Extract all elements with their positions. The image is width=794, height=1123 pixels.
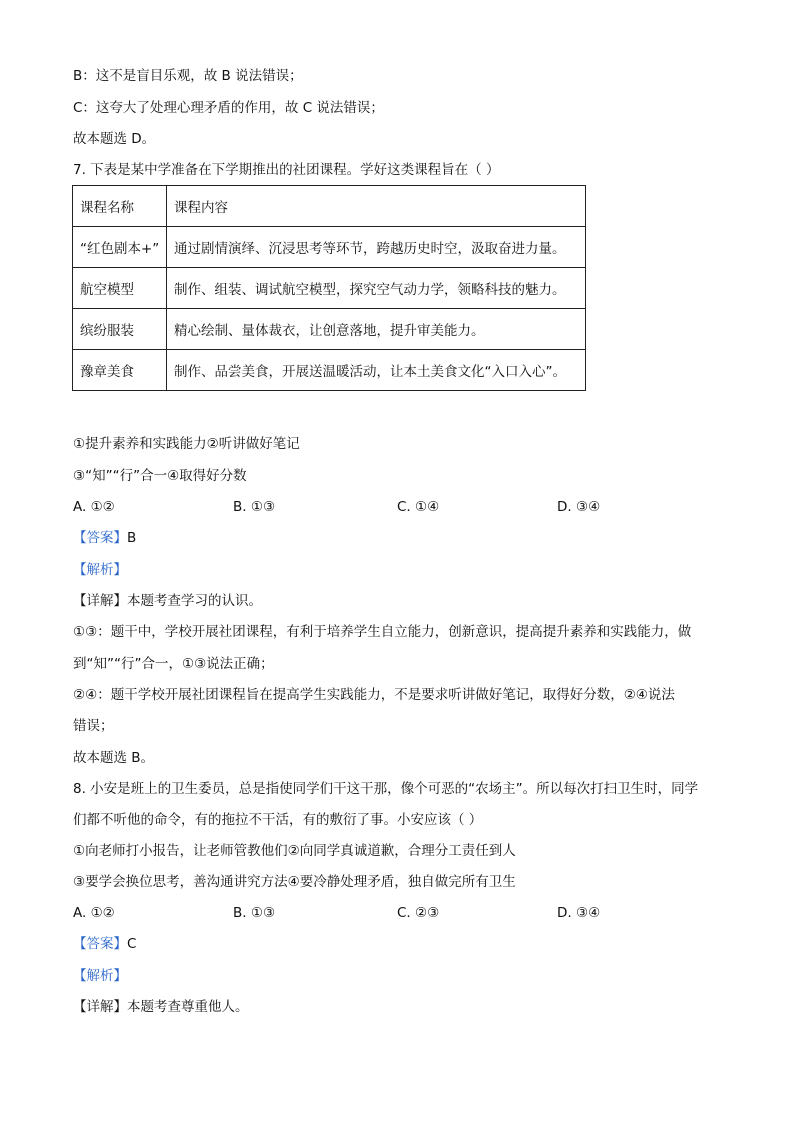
table-row — [73, 350, 586, 391]
q8-stem-1: 8. 小安是班上的卫生委员，总是指使同学们干这干那，像个可恶的“农场主”。所以每次打扫卫生时，同学 — [73, 781, 699, 797]
table-cell-content: 制作、品尝美食，开展送温暖活动，让本土美食文化“入口入心”。 — [167, 350, 586, 391]
analysis-tag: 【解析】 — [73, 562, 127, 578]
table-cell-content: 通过剧情演绎、沉浸思考等环节，跨越历史时空，汲取奋进力量。 — [167, 227, 586, 268]
table-cell-name: 缤纷服装 — [73, 309, 167, 350]
table-header-row — [73, 186, 586, 227]
table-row — [73, 309, 586, 350]
table-header-content: 课程内容 — [167, 186, 586, 227]
q8-analysis-tag — [73, 966, 127, 986]
q8-option-d: D. ③④ — [557, 905, 601, 921]
detail-text: 本题考查学习的认识。 — [127, 593, 262, 609]
detail-tag: 【详解】 — [73, 999, 127, 1015]
q7-explain-2a: ②④：题干学校开展社团课程旨在提高学生实践能力，不是要求听讲做好笔记，取得好分数，②④说法 — [73, 687, 675, 703]
answer-value: C — [127, 936, 137, 952]
q7-analysis-tag — [73, 560, 127, 580]
q7-detail — [73, 591, 262, 611]
q8-statements-2: ③要学会换位思考，善沟通讲究方法④要冷静处理矛盾，独自做完所有卫生 — [73, 874, 516, 890]
q7-explain-2b: 错误； — [73, 718, 114, 734]
table-cell-name: “红色剧本+” — [73, 227, 167, 268]
table-header-name: 课程名称 — [73, 186, 167, 227]
table-cell-content: 制作、组装、调试航空模型，探究空气动力学，领略科技的魅力。 — [167, 268, 586, 309]
prev-conclusion: 故本题选 D。 — [73, 131, 156, 147]
q7-conclusion: 故本题选 B。 — [73, 750, 155, 766]
detail-tag: 【详解】 — [73, 593, 127, 609]
q8-option-b: B. ①③ — [233, 905, 276, 921]
q7-answer — [73, 528, 136, 548]
detail-text: 本题考查尊重他人。 — [127, 999, 249, 1015]
q8-option-a: A. ①② — [73, 905, 115, 921]
q7-option-a: A. ①② — [73, 499, 115, 515]
analysis-tag: 【解析】 — [73, 968, 127, 984]
q7-statements-1: ①提升素养和实践能力②听讲做好笔记 — [73, 436, 300, 452]
answer-tag: 【答案】 — [73, 530, 127, 546]
table-cell-name: 航空模型 — [73, 268, 167, 309]
q7-option-c: C. ①④ — [397, 499, 440, 515]
course-table — [72, 185, 586, 391]
q7-statements-2: ③“知”“行”合一④取得好分数 — [73, 468, 247, 484]
q8-statements-1: ①向老师打小报告，让老师管教他们②向同学真诚道歉，合理分工责任到人 — [73, 843, 516, 859]
table-cell-content: 精心绘制、量体裁衣，让创意落地，提升审美能力。 — [167, 309, 586, 350]
table-row — [73, 268, 586, 309]
prev-option-b-explanation: B：这不是盲目乐观，故 B 说法错误； — [73, 68, 303, 84]
q7-option-b: B. ①③ — [233, 499, 276, 515]
q8-stem-2: 们都不听他的命令，有的拖拉不干活，有的敷衍了事。小安应该（ ） — [73, 812, 483, 828]
answer-value: B — [127, 530, 137, 546]
q7-option-d: D. ③④ — [557, 499, 601, 515]
q8-answer — [73, 934, 136, 954]
q7-explain-1b: 到“知”“行”合一，①③说法正确； — [73, 656, 274, 672]
q8-detail — [73, 997, 249, 1017]
prev-option-c-explanation: C：这夸大了处理心理矛盾的作用，故 C 说法错误； — [73, 100, 384, 116]
q7-explain-1a: ①③：题干中，学校开展社团课程，有利于培养学生自立能力，创新意识，提高提升素养和实践能力，做 — [73, 624, 692, 640]
q8-option-c: C. ②③ — [397, 905, 440, 921]
answer-tag: 【答案】 — [73, 936, 127, 952]
table-cell-name: 豫章美食 — [73, 350, 167, 391]
q7-stem: 7. 下表是某中学准备在下学期推出的社团课程。学好这类课程旨在（ ） — [73, 162, 500, 178]
table-row — [73, 227, 586, 268]
